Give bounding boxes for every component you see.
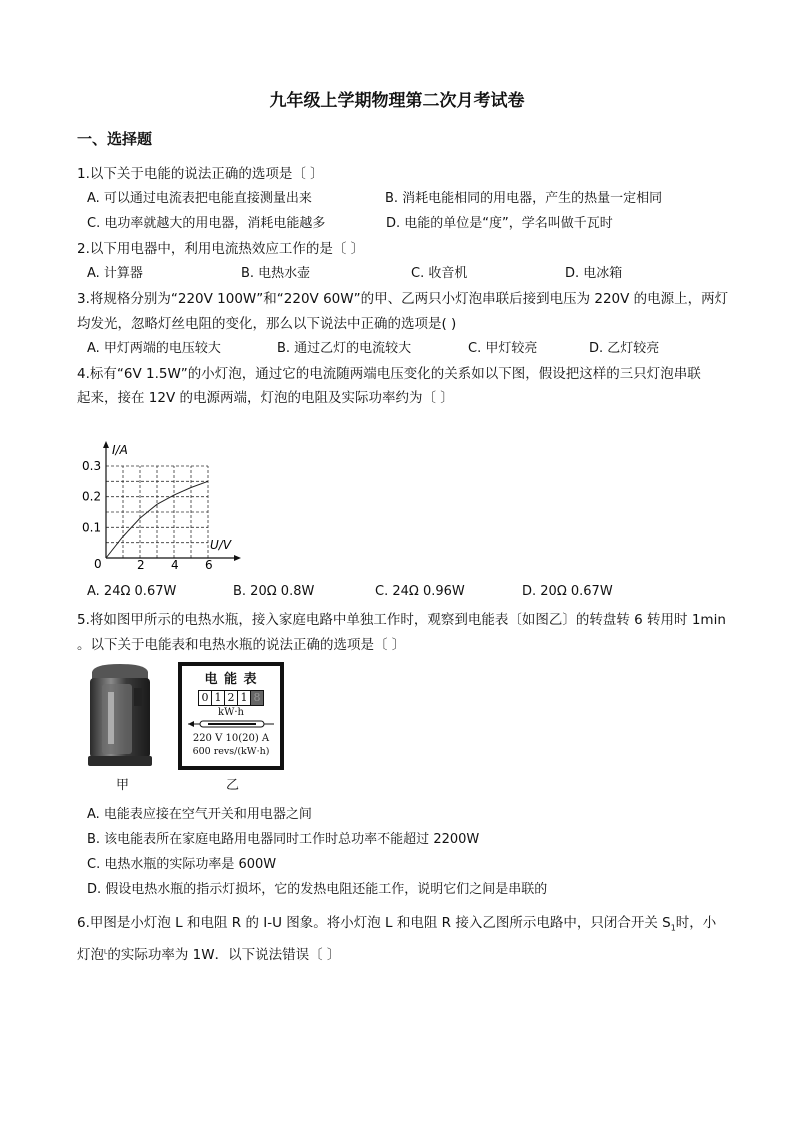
question-5-option-b: B. 该电能表所在家庭电路用电器同时工作时总功率不能超过 2200W xyxy=(87,832,480,847)
figure-jia-label: 甲 xyxy=(116,778,130,793)
question-3-option-d: D. 乙灯较亮 xyxy=(589,341,660,356)
question-2-option-a: A. 计算器 xyxy=(87,266,143,281)
y-axis-arrow xyxy=(103,441,109,448)
question-4-option-c: C. 24Ω 0.96W xyxy=(375,584,465,599)
meter-title: 电 能 表 xyxy=(204,672,258,687)
question-4-option-b: B. 20Ω 0.8W xyxy=(233,584,315,599)
meter-revs: 600 revs/(kW·h) xyxy=(192,746,270,757)
question-4-stem-line-2: 起来，接在 12V 的电源两端，灯泡的电阻及实际功率约为〔 〕 xyxy=(77,390,454,406)
question-6-text: 6.甲图是小灯泡 L 和电阻 R 的 I-U 图象。将小灯泡 L 和电阻 R 接入乙图所示电路中，只闭合开关 S xyxy=(77,915,671,931)
x-tick-label: 4 xyxy=(171,558,179,572)
iu-chart xyxy=(80,436,250,576)
meter-digit: 1 xyxy=(212,690,225,706)
question-2-option-b: B. 电热水壶 xyxy=(241,266,311,281)
question-1-option-b: B. 消耗电能相同的用电器，产生的热量一定相同 xyxy=(385,191,663,206)
meter-digits xyxy=(182,690,280,706)
x-tick-label: 6 xyxy=(205,558,213,572)
meter-digit: 1 xyxy=(238,690,251,706)
question-5-option-c: C. 电热水瓶的实际功率是 600W xyxy=(87,857,277,872)
question-4-option-d: D. 20Ω 0.67W xyxy=(522,584,613,599)
x-axis-label: U/V xyxy=(210,538,232,552)
question-1-option-c: C. 电功率就越大的用电器，消耗电能越多 xyxy=(87,216,326,231)
question-4-stem-line-1: 4.标有“6V 1.5W”的小灯泡，通过它的电流随两端电压变化的关系如以下图，假设把这样的三只灯泡串联 xyxy=(77,366,701,382)
question-5-option-a: A. 电能表应接在空气开关和用电器之间 xyxy=(87,807,312,822)
question-3-option-b: B. 通过乙灯的电流较大 xyxy=(277,341,412,356)
question-1-option-d: D. 电能的单位是“度”，学名叫做千瓦时 xyxy=(386,216,613,231)
electric-kettle-image xyxy=(84,662,156,772)
meter-rating: 220 V 10(20) A xyxy=(192,733,270,744)
question-3-option-c: C. 甲灯较亮 xyxy=(468,341,538,356)
y-tick-label: 0.1 xyxy=(82,520,102,535)
meter-digit: 0 xyxy=(198,690,212,706)
question-6-stem-line-2 xyxy=(77,943,340,963)
question-1-option-a: A. 可以通过电流表把电能直接测量出来 xyxy=(87,191,312,206)
question-3-option-a: A. 甲灯两端的电压较大 xyxy=(87,341,221,356)
question-6-text: 时，小 xyxy=(675,915,717,931)
question-2-stem: 2.以下用电器中，利用电流热效应工作的是〔 〕 xyxy=(77,241,365,257)
meter-disc-window xyxy=(182,718,280,730)
y-axis-label: I/A xyxy=(112,443,128,457)
y-tick-label: 0.2 xyxy=(82,489,102,504)
question-5-stem-line-1: 5.将如图甲所示的电热水瓶，接入家庭电路中单独工作时，观察到电能表〔如图乙〕的转盘转 6 转用时 1min xyxy=(77,612,726,628)
question-3-stem-line-1: 3.将规格分别为“220V 100W”和“220V 60W”的甲、乙两只小灯泡串联后接到电压为 220V 的电源上，两灯 xyxy=(77,291,729,307)
chart-grid xyxy=(106,466,208,558)
question-6-text: 灯泡 xyxy=(77,947,104,963)
meter-unit: kW·h xyxy=(218,707,244,718)
x-axis-arrow xyxy=(234,555,241,561)
question-1-stem: 1.以下关于电能的说法正确的选项是〔 〕 xyxy=(77,166,324,182)
question-3-stem-line-2: 均发光，忽略灯丝电阻的变化，那么以下说法中正确的选项是( ) xyxy=(77,316,457,332)
question-5-stem-line-2: 。以下关于电能表和电热水瓶的说法正确的选项是〔 〕 xyxy=(77,637,406,653)
origin-label: 0 xyxy=(94,557,102,571)
question-6-stem-line-1 xyxy=(77,911,716,933)
y-tick-label: 0.3 xyxy=(82,459,102,473)
subscript-1: 1 xyxy=(670,923,676,933)
figure-yi-label: 乙 xyxy=(226,778,240,793)
meter-digit-shaded: 8 xyxy=(251,690,264,706)
x-tick-label: 2 xyxy=(137,558,145,572)
question-2-option-d: D. 电冰箱 xyxy=(565,266,623,281)
page-title: 九年级上学期物理第二次月考试卷 xyxy=(269,91,525,111)
section-heading: 一、选择题 xyxy=(77,130,153,148)
question-6-text: 的实际功率为 1W．以下说法错误〔 〕 xyxy=(107,947,341,963)
question-2-option-c: C. 收音机 xyxy=(411,266,468,281)
small-l-mark: L xyxy=(104,948,108,956)
electricity-meter xyxy=(178,662,284,770)
meter-digit: 2 xyxy=(225,690,238,706)
question-4-option-a: A. 24Ω 0.67W xyxy=(87,584,177,599)
question-5-option-d: D. 假设电热水瓶的指示灯损坏，它的发热电阻还能工作，说明它们之间是串联的 xyxy=(87,882,548,897)
